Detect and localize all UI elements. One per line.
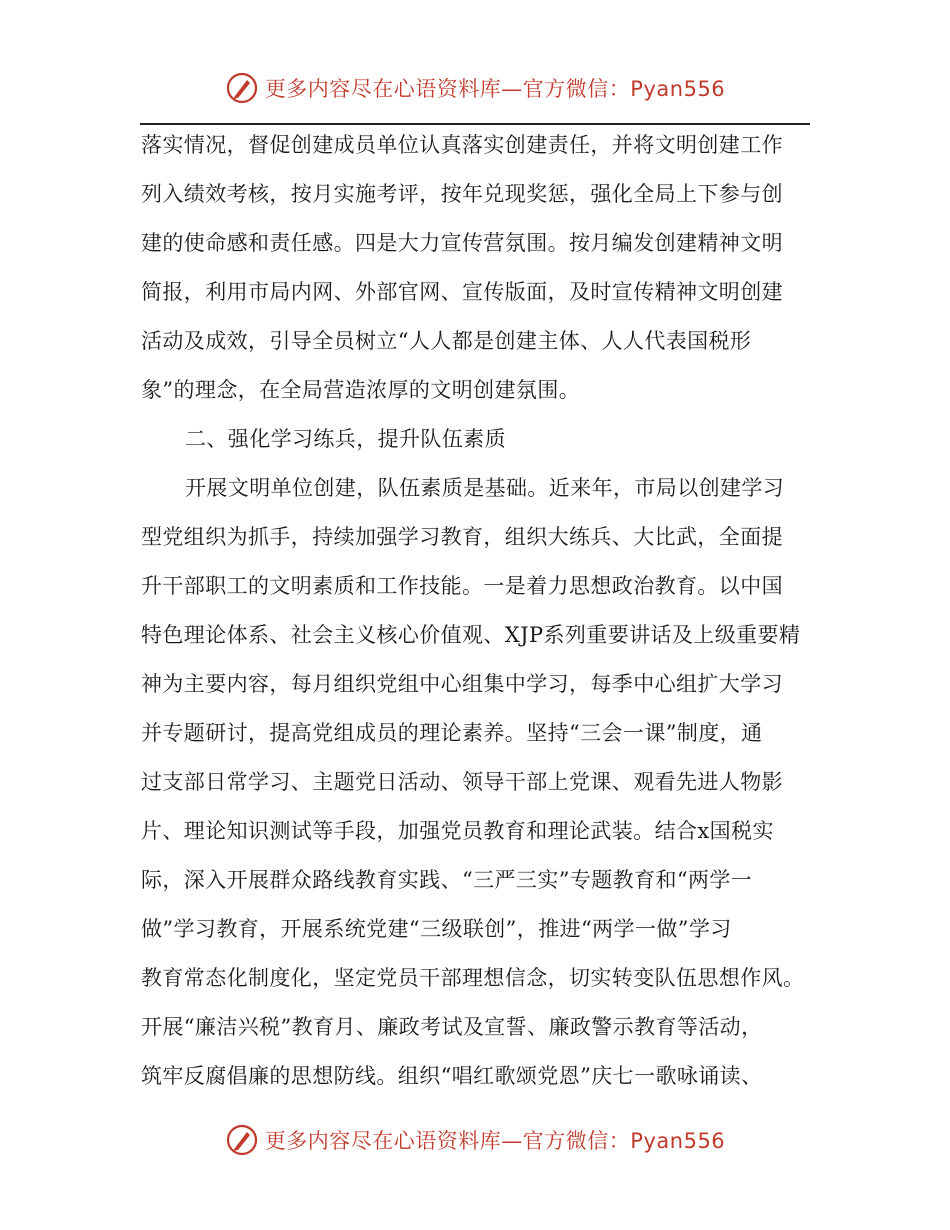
text-line: 神为主要内容，每月组织党组中心组集中学习，每季中心组扩大学习 (141, 672, 783, 696)
text-line: 开展“廉洁兴税”教育月、廉政考试及宣誓、廉政警示教育等活动， (141, 1015, 763, 1039)
document-body (141, 121, 811, 1101)
text-line: 并专题研讨，提高党组成员的理论素养。坚持“三会一课”制度，通 (141, 721, 763, 745)
text-line: 升干部职工的文明素质和工作技能。一是着力思想政治教育。以中国 (141, 574, 783, 598)
text-line: 建的使命感和责任感。四是大力宣传营氛围。按月编发创建精神文明 (141, 231, 783, 255)
text-line: 列入绩效考核，按月实施考评，按年兑现奖惩，强化全局上下参与创 (141, 182, 783, 206)
text-line: 活动及成效，引导全员树立“人人都是创建主体、人人代表国税形 (141, 329, 752, 353)
text-line: 做”学习教育，开展系统党建“三级联创”，推进“两学一做”学习 (141, 917, 732, 941)
pen-logo-icon (225, 1123, 259, 1157)
text-line: 特色理论体系、社会主义核心价值观、XJP系列重要讲话及上级重要精 (141, 623, 801, 647)
text-line: 开展文明单位创建，队伍素质是基础。近来年，市局以创建学习 (185, 476, 785, 500)
text-line: 筑牢反腐倡廉的思想防线。组织“唱红歌颂党恩”庆七一歌咏诵读、 (141, 1064, 763, 1088)
text-line: 际，深入开展群众路线教育实践、“三严三实”专题教育和“两学一 (141, 868, 753, 892)
footer-banner-text: 更多内容尽在心语资料库—官方微信：Pyan556 (264, 1129, 726, 1153)
text-line: 片、理论知识测试等手段，加强党员教育和理论武装。结合x国税实 (141, 819, 774, 843)
footer-banner (0, 1120, 950, 1160)
text-line: 简报，利用市局内网、外部官网、宣传版面，及时宣传精神文明创建 (141, 280, 783, 304)
text-line: 教育常态化制度化，坚定党员干部理想信念，切实转变队伍思想作风。 (141, 966, 805, 990)
text-line: 型党组织为抓手，持续加强学习教育，组织大练兵、大比武，全面提 (141, 525, 783, 549)
text-line: 象”的理念，在全局营造浓厚的文明创建氛围。 (141, 378, 581, 402)
text-line: 过支部日常学习、主题党日活动、领导干部上党课、观看先进人物影 (141, 770, 783, 794)
header-banner (0, 68, 950, 108)
pen-logo-icon (225, 71, 259, 105)
header-banner-text: 更多内容尽在心语资料库—官方微信：Pyan556 (264, 77, 726, 101)
text-line: 二、强化学习练兵，提升队伍素质 (185, 427, 506, 451)
text-line: 落实情况，督促创建成员单位认真落实创建责任，并将文明创建工作 (141, 133, 783, 157)
